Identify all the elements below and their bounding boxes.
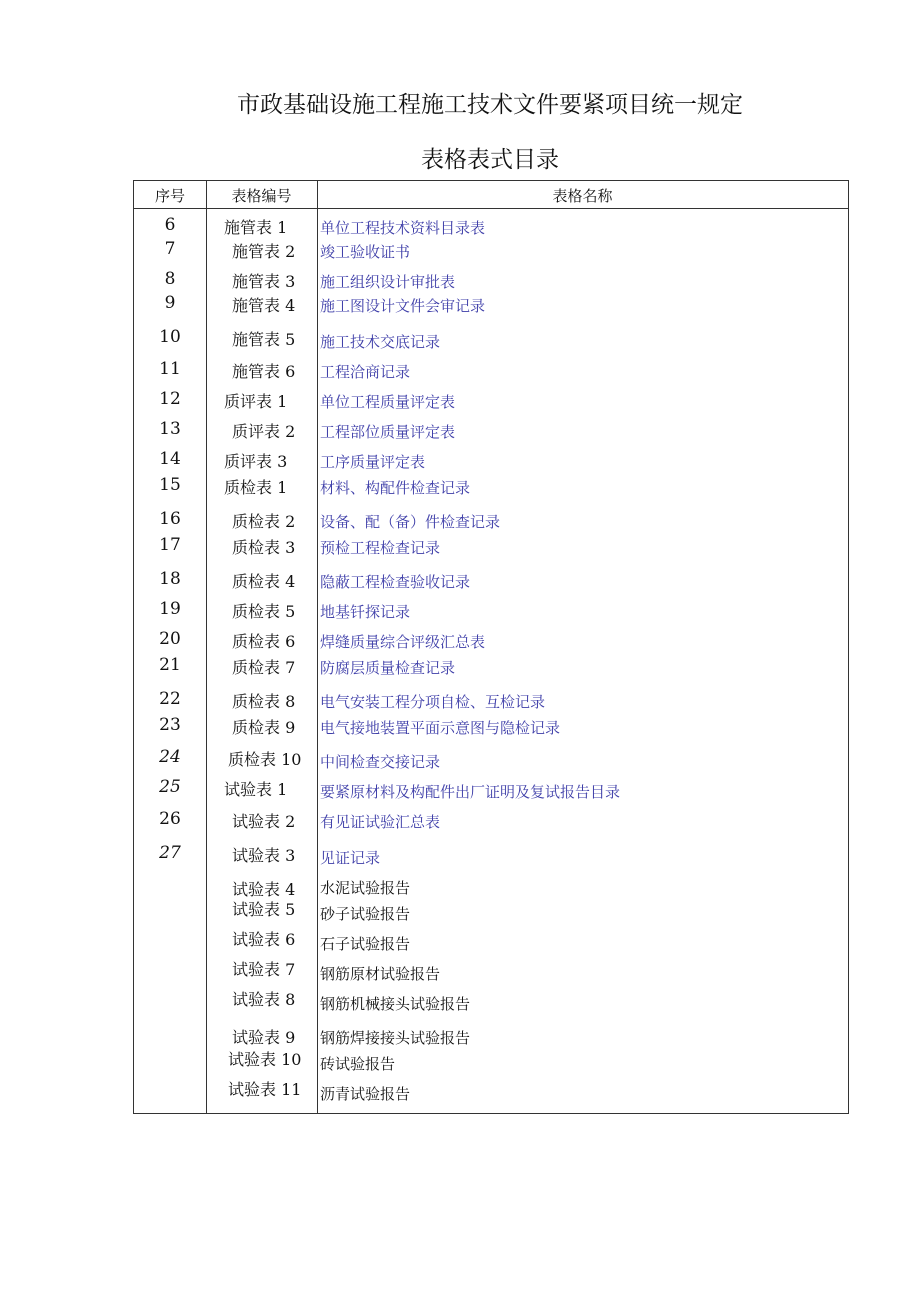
row-form-code: 质检表 7 (232, 658, 296, 677)
row-form-name[interactable]: 施工图设计文件会审记录 (320, 297, 486, 315)
row-seq: 20 (159, 629, 181, 649)
header-seq: 序号 (154, 187, 185, 205)
row-form-name[interactable]: 电气安装工程分项自检、互检记录 (320, 693, 546, 711)
row-seq: 7 (164, 239, 176, 259)
row-form-code: 试验表 3 (232, 846, 296, 865)
table-row (134, 361, 848, 385)
row-form-name: 石子试验报告 (320, 935, 411, 953)
table-row (134, 631, 848, 655)
table-row (134, 477, 848, 501)
row-form-code: 试验表 6 (232, 930, 296, 949)
row-seq: 25 (159, 777, 181, 797)
table-row (134, 843, 848, 871)
row-seq: 21 (159, 655, 181, 675)
row-form-code: 试验表 4 (232, 880, 296, 899)
row-form-name: 砂子试验报告 (320, 905, 411, 923)
row-form-name[interactable]: 单位工程质量评定表 (320, 393, 456, 411)
table-row (134, 777, 848, 805)
row-form-code: 质评表 1 (224, 392, 288, 411)
table-row (134, 657, 848, 681)
row-form-name[interactable]: 预检工程检查记录 (320, 539, 441, 557)
row-form-name[interactable]: 竣工验收证书 (320, 243, 411, 261)
row-form-code: 质检表 10 (228, 750, 302, 769)
row-form-code: 质检表 8 (232, 692, 296, 711)
row-form-name[interactable]: 焊缝质量综合评级汇总表 (320, 633, 486, 651)
row-seq: 16 (159, 509, 181, 529)
row-form-name[interactable]: 防腐层质量检查记录 (320, 659, 456, 677)
row-form-name[interactable]: 设备、配（备）件检查记录 (320, 513, 501, 531)
row-form-code: 试验表 5 (232, 900, 296, 919)
table-row (134, 537, 848, 561)
table-row (134, 601, 848, 625)
row-seq: 27 (159, 843, 181, 863)
row-form-code: 质检表 2 (232, 512, 296, 531)
table-row (134, 1050, 848, 1077)
row-seq: 19 (159, 599, 181, 619)
header-divider (134, 208, 848, 209)
table-row (134, 511, 848, 535)
row-form-name[interactable]: 见证记录 (320, 849, 381, 867)
table-row (134, 217, 848, 241)
row-form-code: 质检表 3 (232, 538, 296, 557)
row-form-name[interactable]: 材料、构配件检查记录 (320, 479, 471, 497)
table-row (134, 691, 848, 715)
row-form-code: 试验表 11 (228, 1080, 302, 1099)
row-seq: 15 (159, 475, 181, 495)
table-row (134, 1080, 848, 1107)
row-form-code: 施管表 5 (232, 330, 296, 349)
table-row (134, 421, 848, 445)
table-row (134, 451, 848, 475)
row-form-name[interactable]: 要紧原材料及构配件出厂证明及复试报告目录 (320, 783, 621, 801)
row-form-code: 质评表 3 (224, 452, 288, 471)
document-subtitle: 表格表式目录 (421, 147, 559, 173)
table-row (134, 900, 848, 927)
table-row (134, 747, 848, 775)
table-row (134, 811, 848, 835)
row-seq: 26 (159, 809, 181, 829)
table-row (134, 327, 848, 355)
form-index-table (133, 180, 849, 1114)
row-form-name[interactable]: 施工组织设计审批表 (320, 273, 456, 291)
table-row (134, 930, 848, 957)
row-seq: 23 (159, 715, 181, 735)
row-seq: 13 (159, 419, 181, 439)
row-seq: 11 (159, 359, 181, 379)
row-form-name[interactable]: 工程洽商记录 (320, 363, 411, 381)
row-seq: 14 (159, 449, 181, 469)
row-seq: 8 (164, 269, 176, 289)
row-form-code: 试验表 7 (232, 960, 296, 979)
document-title: 市政基础设施工程施工技术文件要紧项目统一规定 (237, 92, 743, 118)
row-form-code: 试验表 1 (224, 780, 288, 799)
header-code: 表格编号 (231, 187, 292, 205)
table-row (134, 391, 848, 415)
table-row (134, 717, 848, 741)
row-form-code: 试验表 2 (232, 812, 296, 831)
row-form-name: 钢筋原材试验报告 (320, 965, 441, 983)
row-form-code: 质检表 5 (232, 602, 296, 621)
table-row (134, 571, 848, 595)
row-form-code: 施管表 1 (224, 218, 288, 237)
table-row (134, 241, 848, 265)
row-form-name[interactable]: 单位工程技术资料目录表 (320, 219, 486, 237)
header-name: 表格名称 (552, 187, 613, 205)
row-form-name[interactable]: 施工技术交底记录 (320, 333, 441, 351)
row-form-name[interactable]: 中间检查交接记录 (320, 753, 441, 771)
row-seq: 12 (159, 389, 181, 409)
row-form-name: 钢筋焊接接头试验报告 (320, 1029, 471, 1047)
row-form-code: 施管表 3 (232, 272, 296, 291)
table-row (134, 960, 848, 987)
row-seq: 10 (159, 327, 181, 347)
row-form-code: 质检表 6 (232, 632, 296, 651)
row-form-name[interactable]: 电气接地装置平面示意图与隐检记录 (320, 719, 561, 737)
row-form-name: 沥青试验报告 (320, 1085, 411, 1103)
row-form-name: 水泥试验报告 (320, 879, 411, 897)
row-form-name: 砖试验报告 (320, 1055, 396, 1073)
row-form-code: 试验表 8 (232, 990, 296, 1009)
row-form-code: 施管表 6 (232, 362, 296, 381)
row-seq: 18 (159, 569, 181, 589)
row-form-name[interactable]: 隐蔽工程检查验收记录 (320, 573, 471, 591)
table-row (134, 295, 848, 319)
row-form-code: 施管表 2 (232, 242, 296, 261)
row-seq: 17 (159, 535, 181, 555)
row-form-code: 质检表 1 (224, 478, 288, 497)
table-row (134, 271, 848, 295)
row-form-name: 钢筋机械接头试验报告 (320, 995, 471, 1013)
row-form-name[interactable]: 有见证试验汇总表 (320, 813, 441, 831)
row-form-code: 质检表 9 (232, 718, 296, 737)
row-form-code: 施管表 4 (232, 296, 296, 315)
row-form-code: 质检表 4 (232, 572, 296, 591)
row-form-code: 质评表 2 (232, 422, 296, 441)
row-seq: 24 (159, 747, 181, 767)
row-form-code: 试验表 10 (228, 1050, 302, 1069)
row-form-code: 试验表 9 (232, 1028, 296, 1047)
row-form-name[interactable]: 工程部位质量评定表 (320, 423, 456, 441)
row-seq: 22 (159, 689, 181, 709)
row-form-name[interactable]: 地基钎探记录 (320, 603, 411, 621)
row-form-name[interactable]: 工序质量评定表 (320, 453, 426, 471)
row-seq: 6 (164, 215, 176, 235)
table-row (134, 990, 848, 1017)
row-seq: 9 (164, 293, 176, 313)
